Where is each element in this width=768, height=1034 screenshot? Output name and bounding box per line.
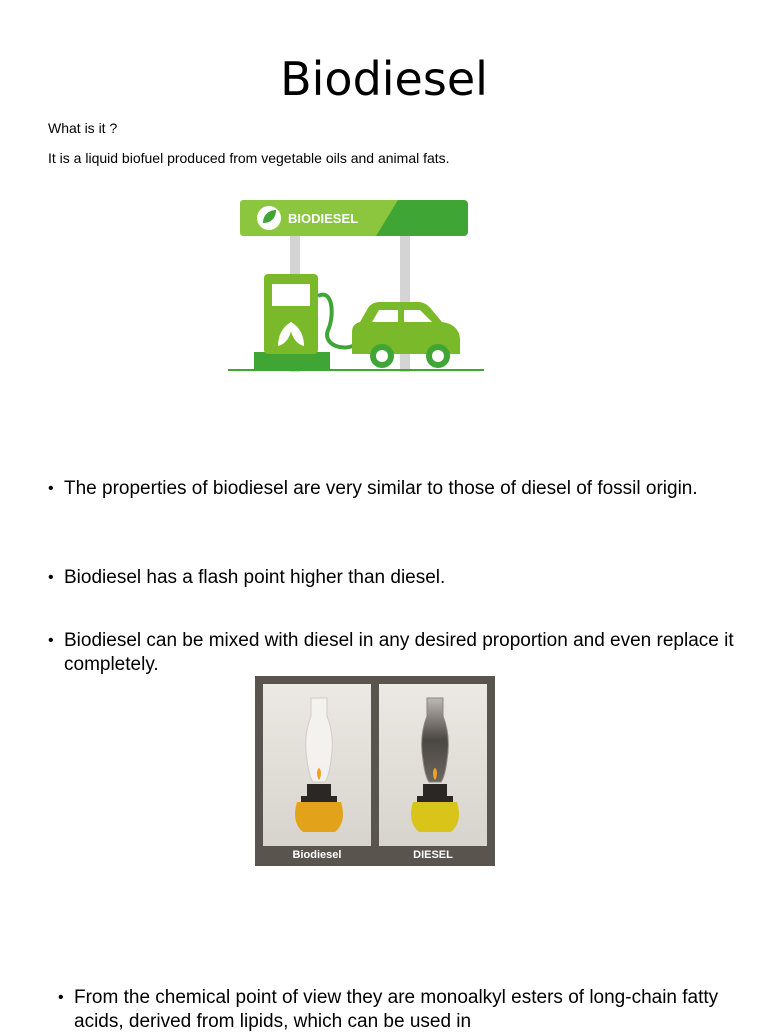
- bullet-marker: •: [48, 569, 54, 586]
- diesel-lamp-panel: [379, 684, 487, 846]
- bullet-mixing: [48, 629, 744, 677]
- bullet-text: From the chemical point of view they are monoalkyl esters of long-chain fatty acids, derived from lipids, which can be used in: [74, 987, 719, 1032]
- biodiesel-sign: [240, 200, 468, 236]
- fuel-hose: [318, 295, 356, 348]
- bullet-text: Biodiesel can be mixed with diesel in any desired proportion and even replace it completely.: [64, 630, 734, 675]
- bullet-marker: •: [48, 480, 54, 497]
- bullet-text: The properties of biodiesel are very similar to those of diesel of fossil origin.: [64, 478, 698, 499]
- diesel-label: DIESEL: [413, 849, 453, 861]
- bullet-marker: •: [48, 632, 54, 649]
- lamp-comparison-photo: [255, 676, 495, 866]
- bullet-flash-point: [48, 566, 744, 590]
- biodiesel-lamp-panel: [263, 684, 371, 846]
- bullet-chemistry: [58, 986, 754, 1034]
- bullet-text: Biodiesel has a flash point higher than diesel.: [64, 567, 446, 588]
- bullet-properties: [48, 477, 744, 501]
- biodiesel-label: Biodiesel: [292, 849, 342, 861]
- sign-text: BIODIESEL: [288, 211, 359, 226]
- page-title: Biodiesel: [280, 52, 488, 106]
- intro-answer: It is a liquid biofuel produced from vegetable oils and animal fats.: [48, 150, 450, 166]
- bullet-marker: •: [58, 989, 64, 1006]
- pump-base: [254, 352, 330, 370]
- intro-question: What is it ?: [48, 120, 118, 136]
- fuel-pump: [264, 274, 318, 354]
- biodiesel-station-illustration: [212, 192, 502, 376]
